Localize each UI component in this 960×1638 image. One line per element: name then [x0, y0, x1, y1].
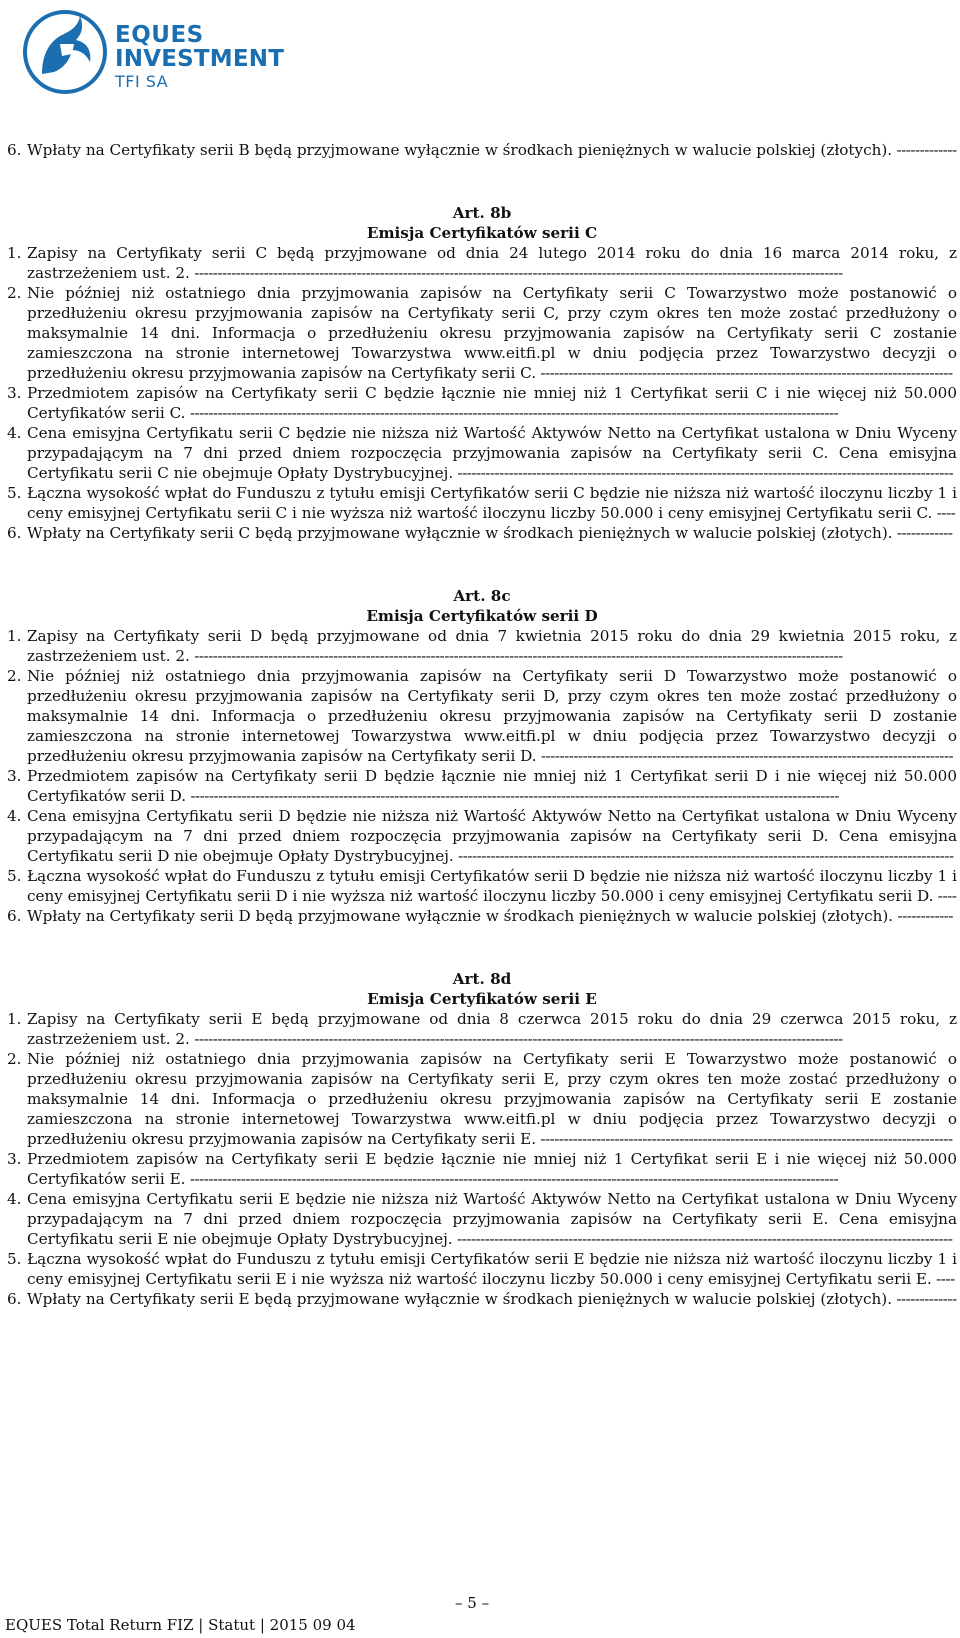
- item-number: 6.: [7, 141, 22, 159]
- article-number: Art. 8d: [452, 970, 512, 988]
- list-item: [7, 243, 957, 283]
- dash-filler: -------------: [892, 1290, 957, 1308]
- list-item: [7, 626, 957, 666]
- item-text: Cena emisyjna Certyfikatu serii C będzie nie niższa niż Wartość Aktywów Netto na Certyfikat ustalona w Dniu Wyceny przypadającym na 7 dni przed dniem rozpoczęcia przyjmowania zapisów na Certyfikaty serii C. Cena emisyjna Certyfikatu serii C nie obejmuje Opłaty Dystrybucyjnej. -----------------------------------------------------------------------------------------------------------: [27, 424, 957, 482]
- list-item: [7, 1049, 957, 1149]
- item-number: 3.: [7, 384, 22, 402]
- article-number: Art. 8c: [453, 587, 511, 605]
- item-number: 1.: [7, 627, 22, 645]
- item-number: 5.: [7, 867, 22, 885]
- item-text: Wpłaty na Certyfikaty serii C będą przyjmowane wyłącznie w środkach pieniężnych w walucie polskiej (złotych). ------------: [27, 524, 953, 542]
- item-text: Nie później niż ostatniego dnia przyjmowania zapisów na Certyfikaty serii E Towarzystwo może postanowić o przedłużeniu okresu przyjmowania zapisów na Certyfikaty serii E, przy czym okres ten może zostać przedłużony o maksymalnie 14 dni. Informacja o przedłużeniu okresu przyjmowania zapisów na Certyfikaty serii E zostanie zamieszczona na stronie internetowej Towarzystwa www.eitfi.pl w dniu podjęcia przez Towarzystwo decyzji o przedłużeniu okresu przyjmowania zapisów na Certyfikaty serii E. -----------------------------------------------------------------------------------------: [27, 1050, 957, 1148]
- item-text: Wpłaty na Certyfikaty serii B będą przyjmowane wyłącznie w środkach pieniężnych w walucie polskiej (złotych). -------------: [27, 141, 957, 159]
- dash-filler: -----------------------------------------------------------------------------------------: [536, 747, 954, 765]
- item-number: 6.: [7, 1290, 22, 1308]
- dash-filler: -----------------------------------------------------------------------------------------: [536, 364, 953, 382]
- dash-filler: -----------------------------------------------------------------------------------------: [536, 1130, 953, 1148]
- list-item: [7, 483, 957, 523]
- dash-filler: ----: [932, 504, 956, 522]
- list-item: [7, 1009, 957, 1049]
- item-number: 4.: [7, 1190, 22, 1208]
- item-text: Zapisy na Certyfikaty serii D będą przyjmowane od dnia 7 kwietnia 2015 roku do dnia 29 kwietnia 2015 roku, z zastrzeżeniem ust. 2. --------------------------------------------------------------------------------------------------------------------------------------------: [27, 627, 957, 665]
- list-item: [7, 1289, 957, 1309]
- item-text: Zapisy na Certyfikaty serii C będą przyjmowane od dnia 24 lutego 2014 roku do dnia 16 marca 2014 roku, z zastrzeżeniem ust. 2. --------------------------------------------------------------------------------------------------------------------------------------------: [27, 244, 957, 282]
- dash-filler: -------------: [892, 141, 957, 159]
- dash-filler: --------------------------------------------------------------------------------------------------------------------------------------------: [189, 1030, 843, 1048]
- dash-filler: ------------: [892, 524, 953, 542]
- item-text: Łączna wysokość wpłat do Funduszu z tytułu emisji Certyfikatów serii D będzie nie niższa niż wartość iloczynu liczby 1 i ceny emisyjnej Certyfikatu serii D i nie wyższa niż wartość iloczynu liczby 50.000 i ceny emisyjnej Certyfikatu serii D. ----: [27, 867, 957, 905]
- dash-filler: ----: [931, 1270, 955, 1288]
- item-text: Wpłaty na Certyfikaty serii E będą przyjmowane wyłącznie w środkach pieniężnych w walucie polskiej (złotych). -------------: [27, 1290, 957, 1308]
- dash-filler: --------------------------------------------------------------------------------------------------------------------------------------------: [185, 404, 839, 422]
- item-number: 2.: [7, 1050, 22, 1068]
- dash-filler: --------------------------------------------------------------------------------------------------------------------------------------------: [185, 1170, 839, 1188]
- logo-text-investment: INVESTMENT: [115, 46, 285, 72]
- list-item: [7, 806, 957, 866]
- item-number: 2.: [7, 667, 22, 685]
- item-text: Przedmiotem zapisów na Certyfikaty serii E będzie łącznie nie mniej niż 1 Certyfikat serii E i nie więcej niż 50.000 Certyfikatów serii E. --------------------------------------------------------------------------------------------------------------------------------------------: [27, 1150, 957, 1188]
- item-number: 5.: [7, 484, 22, 502]
- item-number: 3.: [7, 1150, 22, 1168]
- list-item: [7, 1189, 957, 1249]
- item-text: Wpłaty na Certyfikaty serii D będą przyjmowane wyłącznie w środkach pieniężnych w walucie polskiej (złotych). ------------: [27, 907, 954, 925]
- list-item: [7, 1149, 957, 1189]
- list-item: [7, 383, 957, 423]
- item-text: Zapisy na Certyfikaty serii E będą przyjmowane od dnia 8 czerwca 2015 roku do dnia 29 czerwca 2015 roku, z zastrzeżeniem ust. 2. --------------------------------------------------------------------------------------------------------------------------------------------: [27, 1010, 957, 1048]
- logo-text-tfi: TFI SA: [115, 72, 169, 91]
- article-number: Art. 8b: [452, 204, 512, 222]
- dash-filler: --------------------------------------------------------------------------------------------------------------------------------------------: [186, 787, 839, 805]
- dash-filler: -----------------------------------------------------------------------------------------------------------: [453, 464, 954, 482]
- page-footer: EQUES Total Return FIZ | Statut | 2015 09 04: [5, 1616, 356, 1634]
- logo-text-eques: EQUES: [115, 22, 204, 48]
- item-text: Nie później niż ostatniego dnia przyjmowania zapisów na Certyfikaty serii C Towarzystwo może postanowić o przedłużeniu okresu przyjmowania zapisów na Certyfikaty serii C, przy czym okres ten może zostać przedłużony o maksymalnie 14 dni. Informacja o przedłużeniu okresu przyjmowania zapisów na Certyfikaty serii C zostanie zamieszczona na stronie internetowej Towarzystwa www.eitfi.pl w dniu podjęcia przez Towarzystwo decyzji o przedłużeniu okresu przyjmowania zapisów na Certyfikaty serii C. -----------------------------------------------------------------------------------------: [27, 284, 957, 382]
- item-number: 3.: [7, 767, 22, 785]
- article-title: Emisja Certyfikatów serii D: [366, 607, 598, 625]
- list-item: [7, 523, 957, 543]
- item-number: 6.: [7, 907, 22, 925]
- document-body: [7, 140, 957, 1309]
- company-logo: [20, 4, 285, 100]
- item-number: 4.: [7, 424, 22, 442]
- item-text: Przedmiotem zapisów na Certyfikaty serii D będzie łącznie nie mniej niż 1 Certyfikat serii D i nie więcej niż 50.000 Certyfikatów serii D. --------------------------------------------------------------------------------------------------------------------------------------------: [27, 767, 957, 805]
- item-text: Cena emisyjna Certyfikatu serii D będzie nie niższa niż Wartość Aktywów Netto na Certyfikat ustalona w Dniu Wyceny przypadającym na 7 dni przed dniem rozpoczęcia przyjmowania zapisów na Certyfikaty serii D. Cena emisyjna Certyfikatu serii D nie obejmuje Opłaty Dystrybucyjnej. -----------------------------------------------------------------------------------------------------------: [27, 807, 957, 865]
- item-number: 1.: [7, 1010, 22, 1028]
- item-text: Przedmiotem zapisów na Certyfikaty serii C będzie łącznie nie mniej niż 1 Certyfikat serii C i nie więcej niż 50.000 Certyfikatów serii C. --------------------------------------------------------------------------------------------------------------------------------------------: [27, 384, 957, 422]
- item-number: 5.: [7, 1250, 22, 1268]
- item-number: 1.: [7, 244, 22, 262]
- list-item: [7, 666, 957, 766]
- dash-filler: -----------------------------------------------------------------------------------------------------------: [452, 1230, 953, 1248]
- list-item: [7, 283, 957, 383]
- logo-emblem-icon: [20, 4, 110, 96]
- item-text: Łączna wysokość wpłat do Funduszu z tytułu emisji Certyfikatów serii C będzie nie niższa niż wartość iloczynu liczby 1 i ceny emisyjnej Certyfikatu serii C i nie wyższa niż wartość iloczynu liczby 50.000 i ceny emisyjnej Certyfikatu serii C. ----: [27, 484, 957, 522]
- dash-filler: --------------------------------------------------------------------------------------------------------------------------------------------: [189, 647, 843, 665]
- dash-filler: ------------: [893, 907, 954, 925]
- dash-filler: -----------------------------------------------------------------------------------------------------------: [453, 847, 954, 865]
- list-item: [7, 906, 957, 926]
- article-title: Emisja Certyfikatów serii C: [366, 224, 598, 242]
- list-item: [7, 866, 957, 906]
- list-item: [7, 766, 957, 806]
- dash-filler: ----: [933, 887, 957, 905]
- item-number: 4.: [7, 807, 22, 825]
- item-text: Cena emisyjna Certyfikatu serii E będzie nie niższa niż Wartość Aktywów Netto na Certyfikat ustalona w Dniu Wyceny przypadającym na 7 dni przed dniem rozpoczęcia przyjmowania zapisów na Certyfikaty serii E. Cena emisyjna Certyfikatu serii E nie obejmuje Opłaty Dystrybucyjnej. -----------------------------------------------------------------------------------------------------------: [27, 1190, 957, 1248]
- list-item: [7, 423, 957, 483]
- item-text: Łączna wysokość wpłat do Funduszu z tytułu emisji Certyfikatów serii E będzie nie niższa niż wartość iloczynu liczby 1 i ceny emisyjnej Certyfikatu serii E i nie wyższa niż wartość iloczynu liczby 50.000 i ceny emisyjnej Certyfikatu serii E. ----: [27, 1250, 957, 1288]
- dash-filler: --------------------------------------------------------------------------------------------------------------------------------------------: [189, 264, 843, 282]
- intro-item: [7, 140, 957, 160]
- page-number: – 5 –: [455, 1594, 490, 1612]
- item-number: 6.: [7, 524, 22, 542]
- list-item: [7, 1249, 957, 1289]
- article-title: Emisja Certyfikatów serii E: [367, 990, 597, 1008]
- item-number: 2.: [7, 284, 22, 302]
- item-text: Nie później niż ostatniego dnia przyjmowania zapisów na Certyfikaty serii D Towarzystwo może postanowić o przedłużeniu okresu przyjmowania zapisów na Certyfikaty serii D, przy czym okres ten może zostać przedłużony o maksymalnie 14 dni. Informacja o przedłużeniu okresu przyjmowania zapisów na Certyfikaty serii D zostanie zamieszczona na stronie internetowej Towarzystwa www.eitfi.pl w dniu podjęcia przez Towarzystwo decyzji o przedłużeniu okresu przyjmowania zapisów na Certyfikaty serii D. -----------------------------------------------------------------------------------------: [27, 667, 957, 765]
